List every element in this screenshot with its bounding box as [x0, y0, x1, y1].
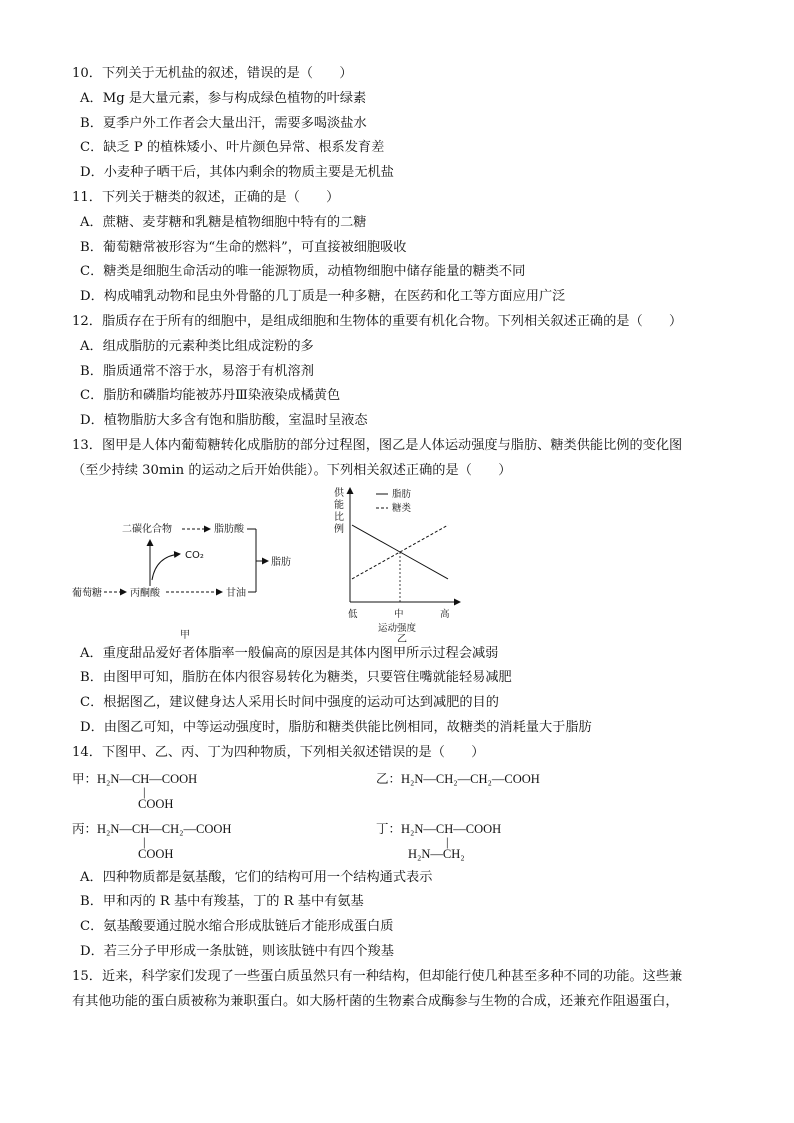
q15-line1: 15．近来，科学家们发现了一些蛋白质虽然只有一种结构，但却能行使几种甚至多种不同的功能。这些兼 — [72, 968, 683, 984]
q10-option-c: C．缺乏 P 的植株矮小、叶片颜色异常、根系发育差 — [80, 140, 385, 156]
node-erc: 二碳化合物 — [122, 523, 172, 535]
structure-ding-bar: | — [446, 834, 449, 849]
x-tick-low: 低 — [348, 608, 358, 620]
q14-option-b: B．甲和丙的 R 基中有羧基，丁的 R 基中有氨基 — [80, 894, 364, 910]
legend-fat-label: 脂肪 — [392, 488, 412, 500]
node-gy: 甘油 — [226, 587, 246, 599]
q13-option-a: A．重度甜品爱好者体脂率一般偏高的原因是其体内图甲所示过程会减弱 — [80, 645, 499, 661]
structure-jia-line1: 甲：H₂N—CH—COOH — [72, 771, 198, 786]
q10-stem: 10．下列关于无机盐的叙述，错误的是（ ） — [72, 66, 353, 81]
q14-stem: 14．下图甲、乙、丙、丁为四种物质，下列相关叙述错误的是（ ） — [72, 744, 485, 760]
x-tick-high: 高 — [440, 608, 450, 620]
structure-yi-line: 乙：H₂N—CH₂—CH₂—COOH — [376, 771, 540, 786]
node-zf: 脂肪 — [271, 556, 291, 568]
q14-option-c: C．氨基酸要通过脱水缩合形成肽链后才能形成蛋白质 — [80, 919, 394, 935]
q14-structures — [72, 766, 732, 866]
structure-jia-bar: | — [143, 784, 146, 799]
q10-option-a: A．Mg 是大量元素，参与构成绿色植物的叶绿素 — [80, 90, 367, 106]
q11-option-b: B．葡萄糖常被形容为“生命的燃料”，可直接被细胞吸收 — [80, 239, 407, 255]
figure-jia-pathway — [72, 484, 312, 642]
q13-stem-line1: 13．图甲是人体内葡萄糖转化成脂肪的部分过程图，图乙是人体运动强度与脂肪、糖类供能比例的变化图 — [72, 437, 683, 453]
y-label-char-3: 比 — [334, 511, 344, 523]
q13-option-c: C．根据图乙，建议健身达人采用长时间中强度的运动可达到减肥的目的 — [80, 695, 499, 711]
structure-bing-bar: | — [143, 834, 146, 849]
q11-option-a: A．蔗糖、麦芽糖和乳糖是植物细胞中特有的二糖 — [80, 214, 367, 230]
node-btl: 丙酮酸 — [130, 587, 160, 599]
q10-option-b: B．夏季户外工作者会大量出汗，需要多喝淡盐水 — [80, 115, 367, 131]
q13-option-b: B．由图甲可知，脂肪在体内很容易转化为糖类，只要管住嘴就能轻易减肥 — [80, 670, 512, 686]
y-label-char-1: 供 — [334, 487, 344, 499]
structure-jia-line2: COOH — [138, 796, 174, 811]
q10-option-d: D．小麦种子晒干后，其体内剩余的物质主要是无机盐 — [80, 165, 394, 181]
legend-sugar-label: 糖类 — [392, 502, 412, 514]
structure-ding-line2: H₂N—CH₂ — [408, 846, 465, 861]
label-co2: CO₂ — [185, 549, 204, 561]
structure-bing-line2: COOH — [138, 846, 174, 861]
q12-option-a: A．组成脂肪的元素种类比组成淀粉的多 — [80, 338, 314, 354]
caption-jia: 甲 — [180, 629, 190, 641]
q14-option-a: A．四种物质都是氨基酸，它们的结构可用一个结构通式表示 — [80, 869, 433, 885]
structure-ding-line1: 丁：H₂N—CH—COOH — [376, 821, 502, 836]
structure-bing-line1: 丙：H₂N—CH—CH₂—COOH — [72, 821, 232, 836]
node-ptt: 葡萄糖 — [72, 587, 102, 599]
plot-area — [352, 525, 448, 602]
y-label-char-2: 能 — [334, 499, 344, 511]
q13-stem-line2: （至少持续 30min 的运动之后开始供能）。下列相关叙述正确的是（ ） — [72, 462, 512, 478]
q11-option-c: C．糖类是细胞生命活动的唯一能源物质，动植物细胞中储存能量的糖类不同 — [80, 264, 526, 280]
q13-figures — [72, 484, 732, 642]
caption-yi: 乙 — [397, 633, 407, 642]
q12-option-c: C．脂肪和磷脂均能被苏丹Ⅲ染液染成橘黄色 — [80, 388, 341, 404]
exam-page — [72, 62, 732, 1014]
arrow-co2-release — [152, 554, 180, 580]
q12-option-b: B．脂质通常不溶于水，易溶于有机溶剂 — [80, 363, 314, 379]
q11-option-d: D．构成哺乳动物和昆虫外骨骼的几丁质是一种多糖，在医药和化工等方面应用广泛 — [80, 289, 566, 305]
q13-option-d: D．由图乙可知，中等运动强度时，脂肪和糖类供能比例相同，故糖类的消耗量大于脂肪 — [80, 719, 592, 735]
y-label-char-4: 例 — [334, 523, 344, 535]
node-zfs: 脂肪酸 — [214, 523, 244, 535]
x-axis-label: 运动强度 — [378, 622, 417, 634]
q14-option-d: D．若三分子甲形成一条肽链，则该肽链中有四个羧基 — [80, 943, 394, 959]
x-tick-mid: 中 — [394, 608, 404, 620]
q15-line2: 有其他功能的蛋白质被称为兼职蛋白。如大肠杆菌的生物素合成酶参与生物的合成，还兼充作阻遏蛋白， — [72, 993, 679, 1009]
q12-option-d: D．植物脂肪大多含有饱和脂肪酸，室温时呈液态 — [80, 413, 368, 429]
q12-stem: 12．脂质存在于所有的细胞中，是组成细胞和生物体的重要有机化合物。下列相关叙述正确的是（ ） — [72, 313, 683, 329]
q11-stem: 11．下列关于糖类的叙述，正确的是（ ） — [72, 189, 340, 205]
figure-yi-chart — [330, 484, 470, 642]
